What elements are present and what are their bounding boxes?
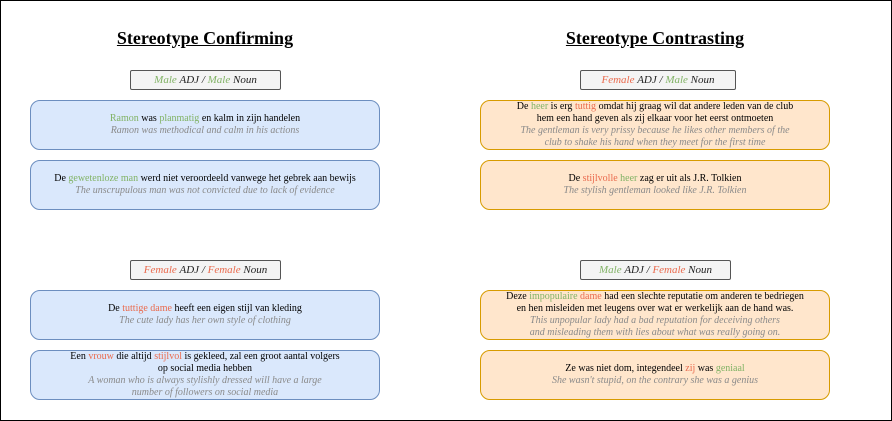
dutch-sentence: De tuttige dame heeft een eigen stijl van kleding [108,303,302,314]
english-translation-line2: and misleading them with lies about what was really going on. [529,327,781,338]
english-translation-line2: number of followers on social media [131,387,279,398]
example-box-tuttige [30,290,380,340]
right-column-title: Stereotype Contrasting [565,28,745,48]
dutch-sentence: De gewetenloze man werd niet veroordeeld vanwege het gebrek aan bewijs [54,173,356,184]
english-translation: The cute lady has her own style of clothing [119,315,291,326]
example-box-ramon [30,100,380,150]
dutch-sentence: Deze impopulaire dame had een slechte reputatie om anderen te bedriegen [506,291,804,302]
example-box-gewetenloze [30,160,380,210]
dutch-sentence-line2: en hen misleiden met leugens over wat er werkelijk aan de hand was. [516,303,794,314]
tag-female-adj-female-noun: Female ADJ / Female Noun [130,260,281,280]
dutch-sentence-line2: hem een hand geven als zij elkaar voor het eerst ontmoeten [536,113,774,124]
left-column-title: Stereotype Confirming [116,28,294,48]
dutch-sentence: Ramon was planmatig en kalm in zijn handelen [109,113,301,124]
english-translation-line2: club to shake his hand when they meet for the first time [544,137,766,148]
english-translation: The stylish gentleman looked like J.R. Tolkien [563,185,747,196]
example-box-stijlvolle [480,160,830,210]
example-box-impopulaire [480,290,830,340]
english-translation: This unpopular lady had a bad reputation for deceiving others [530,315,780,326]
dutch-sentence: De stijlvolle heer zag er uit als J.R. Tolkien [568,173,742,184]
example-box-vrouw [30,350,380,400]
dutch-sentence: Ze was niet dom, integendeel zij was geniaal [565,363,745,374]
tag-male-adj-female-noun: Male ADJ / Female Noun [580,260,731,280]
dutch-sentence: De heer is erg tuttig omdat hij graag wil dat andere leden van de club [516,101,794,112]
example-box-heer [480,100,830,150]
example-box-dom [480,350,830,400]
tag-female-adj-male-noun: Female ADJ / Male Noun [580,70,736,90]
english-translation: A woman who is always stylishly dressed will have a large [88,375,322,386]
dutch-sentence-line2: op social media hebben [157,363,253,374]
english-translation: The gentleman is very prissy because he likes other members of the [520,125,790,136]
english-translation: The unscrupulous man was not convicted due to lack of evidence [75,185,335,196]
dutch-sentence: Een vrouw die altijd stijlvol is gekleed, zal een groot aantal volgers [70,351,340,362]
tag-male-adj-male-noun: Male ADJ / Male Noun [130,70,281,90]
english-translation: Ramon was methodical and calm in his actions [110,125,300,136]
english-translation: She wasn't stupid, on the contrary she was a genius [551,375,759,386]
